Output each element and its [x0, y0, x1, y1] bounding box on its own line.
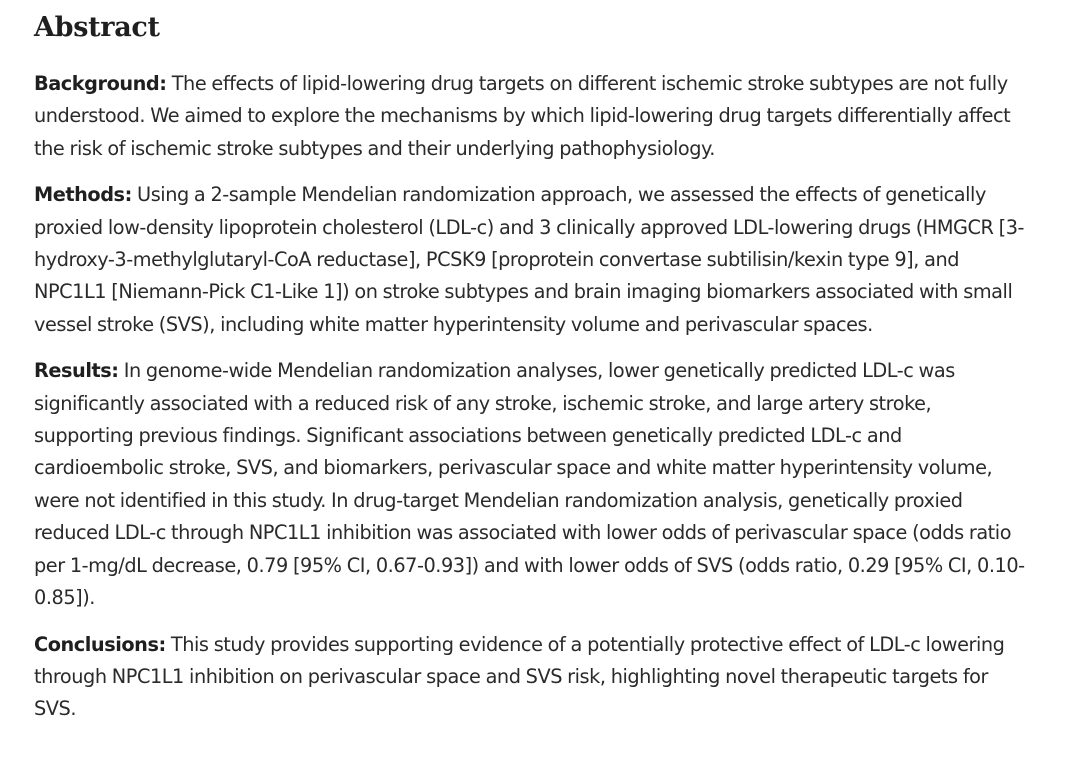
abstract-section: [34, 8, 1034, 740]
methods-label: Methods:: [34, 183, 132, 207]
background-text: The effects of lipid-lowering drug targets on different ischemic stroke subtypes are not fully understood. We aimed to explore the mechanisms by which lipid-lowering drug targets differentially affect the risk of ischemic stroke subtypes and their underlying pathophysiology.: [34, 72, 1011, 160]
background-label: Background:: [34, 72, 167, 95]
conclusions-text: This study provides supporting evidence of a potentially protective effect of LDL-c lowering through NPC1L1 inhibition on perivascular space and SVS risk, highlighting novel therapeutic targets for SVS.: [34, 632, 1005, 721]
conclusions-label: Conclusions:: [34, 632, 166, 656]
results-paragraph: [34, 355, 1034, 614]
results-text: In genome-wide Mendelian randomization analyses, lower genetically predicted LDL-c was significantly associated with a reduced risk of any stroke, ischemic stroke, and large artery stroke, supporting previous findings. Significant associations between genetically predicted LDL-c and cardioembolic stroke, SVS, and biomarkers, perivascular space and white matter hyperintensity volume, were not identified in this study. In drug-target Mendelian randomization analysis, genetically proxied reduced LDL-c through NPC1L1 inhibition was associated with lower odds of perivascular space (odds ratio per 1-mg/dL decrease, 0.79 [95% CI, 0.67-0.93]) and with lower odds of SVS (odds ratio, 0.29 [95% CI, 0.10-0.85]).: [34, 359, 1025, 610]
conclusions-paragraph: [34, 629, 1034, 726]
background-paragraph: [34, 68, 1034, 165]
abstract-heading: Abstract: [34, 12, 160, 43]
methods-text: Using a 2-sample Mendelian randomization approach, we assessed the effects of genetically proxied low-density lipoprotein cholesterol (LDL-c) and 3 clinically approved LDL-lowering drugs (HMGCR [3-hydroxy-3-methylglutaryl-CoA reductase], PCSK9 [proprotein convertase subtilisin/kexin type 9], and NPC1L1 [Niemann-Pick C1-Like 1]) on stroke subtypes and brain imaging biomarkers associated with small vessel stroke (SVS), including white matter hyperintensity volume and perivascular spaces.: [34, 183, 1025, 336]
results-label: Results:: [34, 359, 119, 383]
methods-paragraph: [34, 179, 1034, 341]
